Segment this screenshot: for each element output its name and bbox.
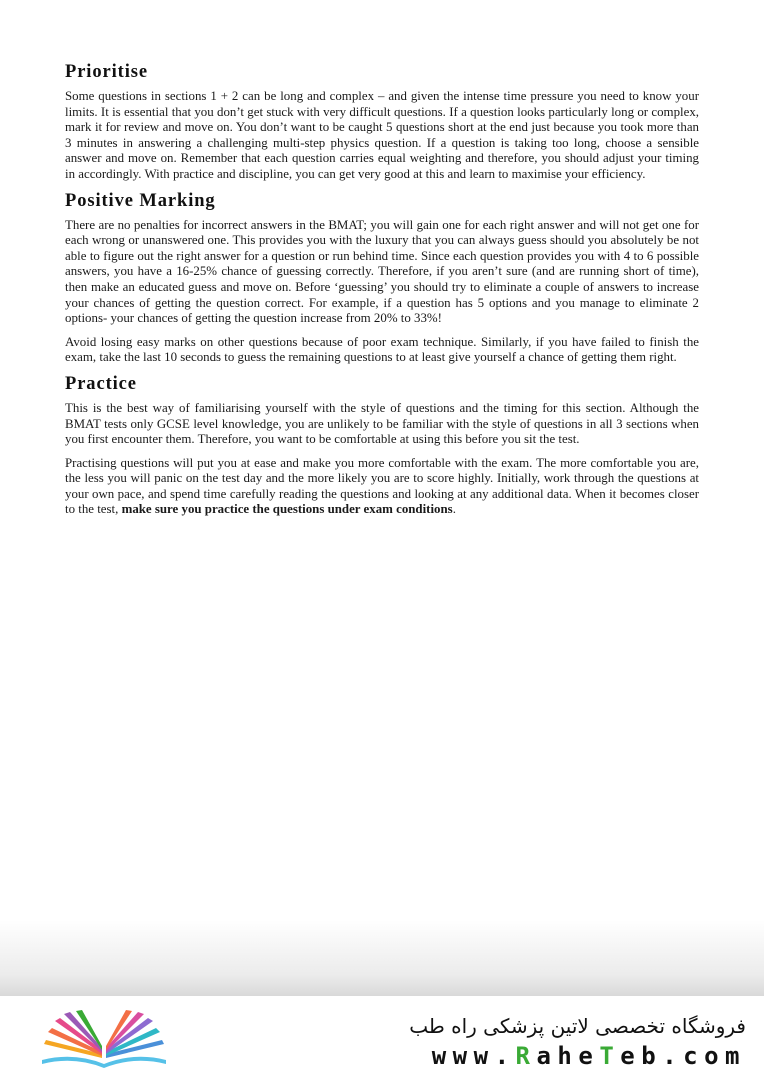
heading-positive-marking: Positive Marking bbox=[65, 190, 216, 211]
paragraph bbox=[65, 456, 699, 518]
heading-practice: Practice bbox=[65, 373, 137, 394]
heading-prioritise: Prioritise bbox=[65, 62, 148, 82]
paragraph-text: Practising questions will put you at ease and make you more comfortable with the exam. The more comfortable you are, the less you will panic on the test day and the more likely you are to score highly. Initially, work through the questions at your own pace, and spend time carefully reading the questions and looking at any additional data. When it becomes closer to the test, bbox=[65, 455, 699, 517]
paragraph: This is the best way of familiarising yourself with the style of questions and the timing for this section. Although the BMAT tests only GCSE level knowledge, you are unlikely to be familiar with the style of questions in all 3 sections when you first encounter them. Therefore, you want to be comfortable at using this before you sit the test. bbox=[65, 400, 699, 447]
paragraph: Some questions in sections 1 + 2 can be long and complex – and given the intense time pressure you need to know your limits. It is essential that you don’t get stuck with very difficult questions. If a question looks particularly long or complex, mark it for review and move on. You don’t want to be caught 5 questions short at the end just because you took more than 3 minutes in answering a challenging multi-step physics question. If a question is taking too long, choose a sensible answer and move on. Remember that each question carries equal weighting and therefore, you should adjust your timing in accordingly. With practice and discipline, you can get very good at this and learn to maximise your efficiency. bbox=[65, 89, 699, 181]
section-practice bbox=[65, 374, 699, 518]
section-positive-marking bbox=[65, 191, 699, 366]
paragraph: There are no penalties for incorrect answers in the BMAT; you will gain one for each right answer and will not get one for each wrong or unanswered one. This provides you with the luxury that you can always guess should you absolutely be not able to figure out the right answer for a question or run behind time. Since each question provides you with 4 to 6 possible answers, you have a 16-25% chance of guessing correctly. Therefore, if you aren’t sure (and are running short of time), then make an educated guess and move on. Before ‘guessing’ you should try to eliminate a couple of answers to increase your chances of getting the question correct. For example, if a question has 5 options and you manage to eliminate 2 options- your chances of getting the question increase from 20% to 33%! bbox=[65, 217, 699, 326]
paragraph: Avoid losing easy marks on other questions because of poor exam technique. Similarly, if you have failed to finish the exam, take the last 10 seconds to guess the remaining questions to at least give yourself a chance of getting them right. bbox=[65, 334, 699, 365]
open-book-logo-icon bbox=[40, 1010, 168, 1070]
store-name: فروشگاه تخصصی لاتین پزشکی راه طب bbox=[409, 1014, 746, 1038]
footer-banner bbox=[0, 996, 764, 1080]
paragraph-end: . bbox=[452, 502, 456, 517]
document-page bbox=[65, 62, 699, 526]
store-url: www.RaheTeb.com bbox=[431, 1042, 746, 1070]
emphasis-text: make sure you practice the questions under exam conditions bbox=[121, 502, 453, 517]
footer-shadow bbox=[0, 920, 764, 998]
section-prioritise bbox=[65, 62, 699, 183]
